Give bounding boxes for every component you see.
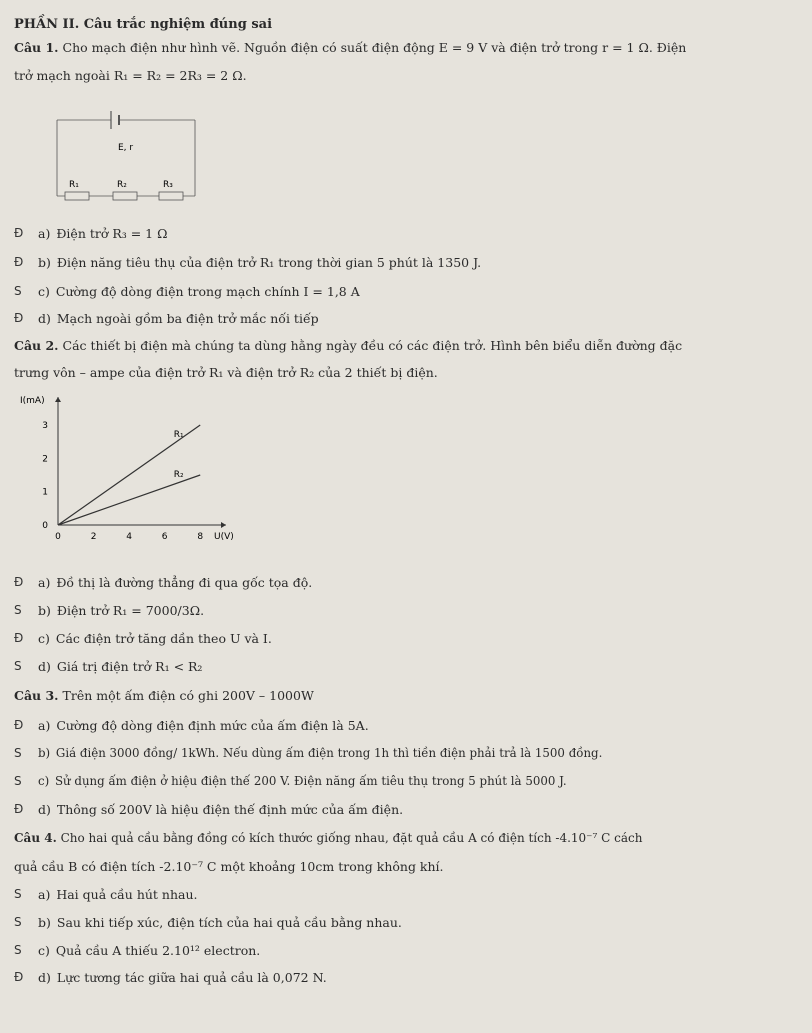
- q4-b-mark: S: [14, 915, 22, 929]
- q2-c-text: Các điện trở tăng dần theo U và I.: [55, 631, 272, 646]
- q4-d-text: Lực tương tác giữa hai quả cầu là 0,072 N.: [56, 970, 327, 985]
- q2-a-text: Đồ thị là đường thẳng đi qua gốc tọa độ.: [56, 575, 313, 590]
- q1-c-text: Cường độ dòng điện trong mạch chính I = 1,8 A: [55, 284, 360, 299]
- chart-x-tick-label: 6: [161, 532, 168, 542]
- q4-option-d: [38, 970, 327, 985]
- q1-d-label: d): [38, 311, 51, 326]
- q1-option-b: [38, 255, 481, 270]
- chart-y-label: I(mA): [20, 396, 45, 406]
- q4-text-2: quả cầu B có điện tích -2.10⁻⁷ C một khoảng 10cm trong không khí.: [14, 859, 444, 874]
- q1-d-text: Mạch ngoài gồm ba điện trở mắc nối tiếp: [56, 311, 319, 326]
- q2-label: Câu 2.: [14, 338, 59, 353]
- resistor-r1: [65, 192, 89, 200]
- resistor-r3: [159, 192, 183, 200]
- q4-b-label: b): [38, 915, 51, 930]
- q2-a-label: a): [38, 575, 51, 590]
- q1-b-mark: Đ: [14, 255, 24, 269]
- q1-circuit-diagram: [55, 108, 200, 203]
- q4-a-text: Hai quả cầu hút nhau.: [56, 887, 198, 902]
- q1-a-label: a): [38, 226, 51, 241]
- q1-stem-line-1: [14, 40, 686, 55]
- q2-c-mark: Đ: [14, 631, 24, 645]
- chart-y-tick-label: 0: [42, 521, 48, 531]
- circuit-r2-label: R₂: [117, 180, 127, 190]
- q2-a-mark: Đ: [14, 575, 24, 589]
- q1-c-label: c): [38, 284, 50, 299]
- q4-option-b: [38, 915, 402, 930]
- q4-c-mark: S: [14, 943, 22, 957]
- q4-c-label: c): [38, 943, 50, 958]
- circuit-source-label: E, r: [118, 143, 134, 153]
- q2-c-label: c): [38, 631, 50, 646]
- chart-series-label-1: R₁: [173, 430, 184, 440]
- q4-a-mark: S: [14, 887, 22, 901]
- q2-text-1: Các thiết bị điện mà chúng ta dùng hằng ngày đều có các điện trở. Hình bên biểu diễn đường đặc: [62, 338, 683, 353]
- q2-option-c: [38, 631, 272, 646]
- q3-a-text: Cường độ dòng điện định mức của ấm điện là 5A.: [56, 718, 369, 733]
- q1-c-mark: S: [14, 284, 22, 298]
- chart-y-tick-label: 2: [42, 454, 48, 465]
- q3-c-text: Sử dụng ấm điện ở hiệu điện thế 200 V. Điện năng ấm tiêu thụ trong 5 phút là 5000 J.: [54, 774, 567, 788]
- resistor-r2: [113, 192, 137, 200]
- q1-option-c: [38, 284, 360, 299]
- iu-chart: [18, 390, 248, 565]
- chart-x-arrow: [221, 522, 226, 528]
- q1-option-d: [38, 311, 319, 326]
- q4-stem-line-1: [14, 831, 642, 845]
- q3-option-a: [38, 718, 369, 733]
- q3-d-label: d): [38, 802, 51, 817]
- q1-label: Câu 1.: [14, 40, 59, 55]
- q2-text-2: trưng vôn – ampe của điện trở R₁ và điện trở R₂ của 2 thiết bị điện.: [14, 365, 438, 380]
- q4-option-c: [38, 943, 260, 958]
- circuit-r3-label: R₃: [163, 180, 173, 190]
- q3-b-text: Giá điện 3000 đồng/ 1kWh. Nếu dùng ấm điện trong 1h thì tiền điện phải trả là 1500 đồng.: [55, 746, 603, 760]
- q3-text-1: Trên một ấm điện có ghi 200V – 1000W: [62, 688, 314, 703]
- q1-a-text: Điện trở R₃ = 1 Ω: [56, 226, 168, 241]
- q4-b-text: Sau khi tiếp xúc, điện tích của hai quả cầu bằng nhau.: [56, 915, 402, 930]
- q1-text-2: trở mạch ngoài R₁ = R₂ = 2R₃ = 2 Ω.: [14, 68, 247, 83]
- chart-x-tick-label: 0: [55, 532, 61, 542]
- q2-stem-line-1: [14, 338, 682, 353]
- q1-d-mark: Đ: [14, 311, 24, 325]
- q3-option-c: [38, 774, 567, 788]
- q3-b-mark: S: [14, 746, 22, 760]
- q2-option-a: [38, 575, 312, 590]
- q3-a-mark: Đ: [14, 718, 24, 732]
- q2-d-mark: S: [14, 659, 22, 673]
- q2-d-text: Giá trị điện trở R₁ < R₂: [56, 659, 203, 674]
- q4-label: Câu 4.: [14, 831, 57, 845]
- chart-x-tick-label: 2: [90, 532, 97, 542]
- q2-d-label: d): [38, 659, 51, 674]
- q4-a-label: a): [38, 887, 51, 902]
- chart-series-line-2: [58, 475, 200, 525]
- q3-stem-line-1: [14, 688, 314, 703]
- q3-a-label: a): [38, 718, 51, 733]
- q3-b-label: b): [38, 746, 51, 760]
- q2-b-mark: S: [14, 603, 22, 617]
- q3-option-b: [38, 746, 602, 760]
- q3-c-mark: S: [14, 774, 22, 788]
- chart-y-tick-label: 1: [42, 487, 48, 498]
- q3-d-text: Thông số 200V là hiệu điện thế định mức của ấm điện.: [56, 802, 404, 817]
- section-title: PHẦN II. Câu trắc nghiệm đúng sai: [14, 17, 273, 32]
- q1-b-label: b): [38, 255, 51, 270]
- q3-d-mark: Đ: [14, 802, 24, 816]
- q4-option-a: [38, 887, 198, 902]
- q4-d-label: d): [38, 970, 51, 985]
- q3-c-label: c): [38, 774, 50, 788]
- chart-x-tick-label: 8: [197, 532, 204, 542]
- q4-c-text: Quả cầu A thiếu 2.10¹² electron.: [55, 943, 261, 958]
- circuit-r1-label: R₁: [69, 180, 79, 190]
- q1-option-a: [38, 226, 167, 241]
- q2-b-label: b): [38, 603, 51, 618]
- q1-b-text: Điện năng tiêu thụ của điện trở R₁ trong thời gian 5 phút là 1350 J.: [56, 255, 482, 270]
- q3-label: Câu 3.: [14, 688, 59, 703]
- q3-option-d: [38, 802, 403, 817]
- q2-option-b: [38, 603, 204, 618]
- chart-x-tick-label: 4: [126, 532, 132, 542]
- q1-text-1: Cho mạch điện như hình vẽ. Nguồn điện có suất điện động E = 9 V và điện trở trong r = 1 Ω. Điện: [62, 40, 687, 55]
- q4-text-1: Cho hai quả cầu bằng đồng có kích thước giống nhau, đặt quả cầu A có điện tích -4.10⁻⁷ C cách: [60, 831, 643, 845]
- chart-y-tick-label: 3: [42, 421, 48, 431]
- chart-x-label: U(V): [214, 532, 234, 542]
- chart-series-label-2: R₂: [173, 470, 184, 480]
- q1-a-mark: Đ: [14, 226, 24, 240]
- q4-d-mark: Đ: [14, 970, 24, 984]
- chart-y-arrow: [55, 397, 61, 402]
- q2-option-d: [38, 659, 202, 674]
- q2-b-text: Điện trở R₁ = 7000/3Ω.: [56, 603, 205, 618]
